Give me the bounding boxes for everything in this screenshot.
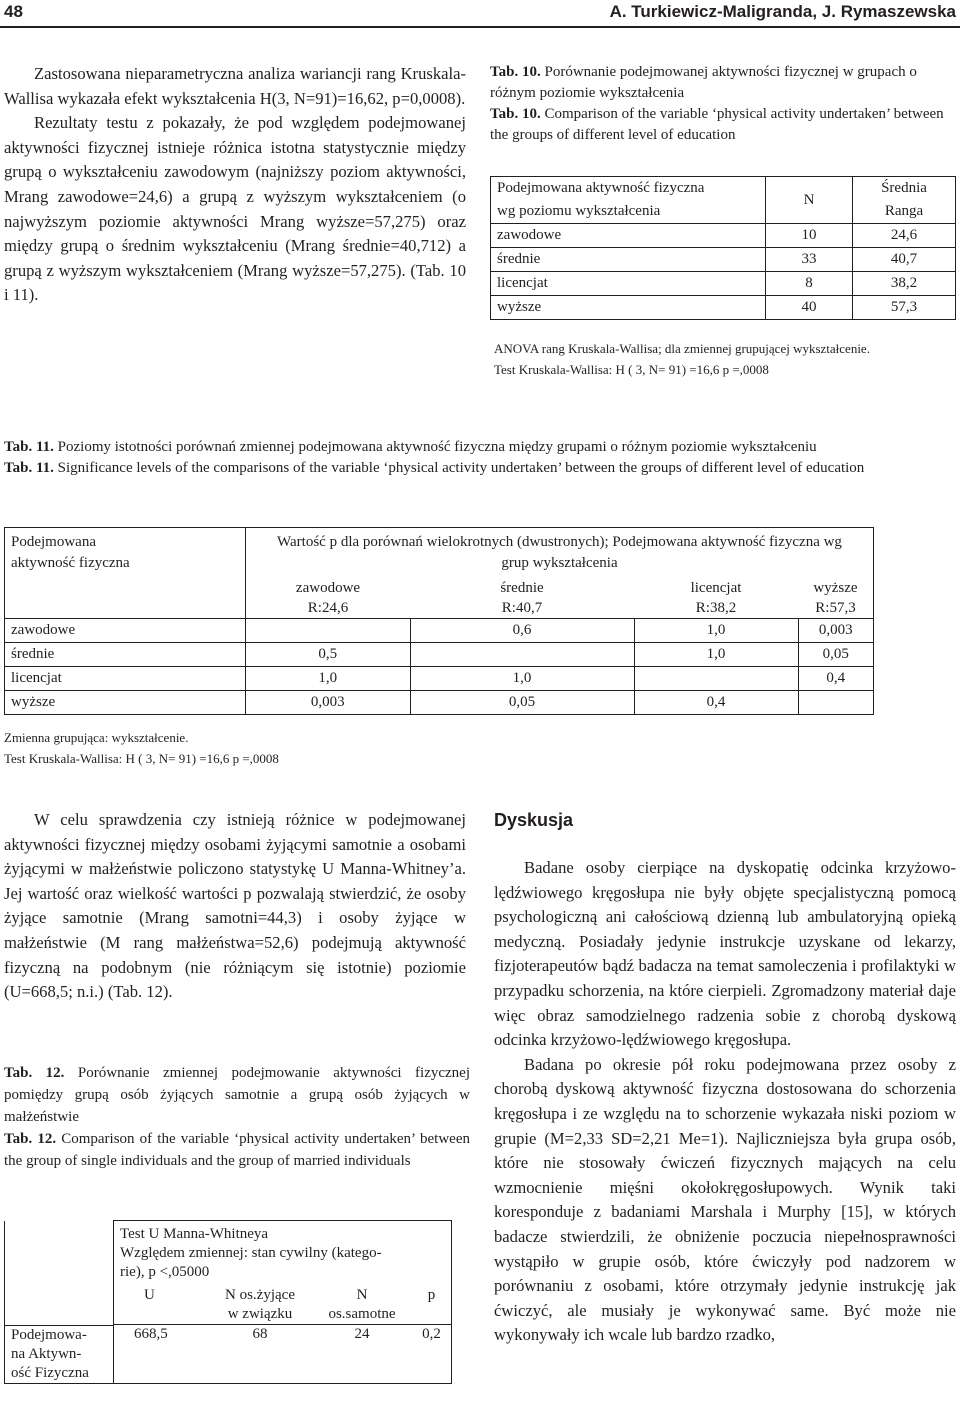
cell: 40 [766,296,853,320]
section-heading: Dyskusja [494,810,574,830]
cell [410,643,634,667]
cell: 8 [766,272,853,296]
col-header-line: os.samotne [328,1306,396,1322]
row-label: zawodowe [491,224,766,248]
cell: 0,003 [798,619,874,643]
page-header [0,0,960,28]
col-header: p [412,1282,452,1325]
table-note: Zmienna grupująca: wykształcenie. [4,730,189,745]
caption-title-en: Comparison of the variable ‘physical activity undertaken’ between the groups of different level of education [490,106,944,143]
table-row [5,691,874,715]
table-row [491,248,956,272]
discussion-text [494,856,956,1348]
row-label-line: ość Fizyczna [11,1364,89,1381]
tab12-caption [4,1062,470,1172]
table-note: Test Kruskala-Wallisa: H ( 3, N= 91) =16,6 p =,0008 [4,751,279,766]
table-row [5,1325,452,1383]
table-row [491,272,956,296]
cell: 1,0 [246,667,411,691]
caption-label: Tab. 11. [4,460,54,476]
col-header-line: N [356,1287,368,1303]
col-name: wyższe [813,580,858,596]
cell: 38,2 [853,272,956,296]
running-authors: A. Turkiewicz-Maligranda, J. Rymaszewska [609,2,956,21]
caption-label: Tab. 11. [4,439,54,455]
caption-title-en: Comparison of the variable ‘physical activity undertaken’ between the group of single individuals and the group of married individuals [4,1131,470,1169]
col-name: licencjat [690,580,742,596]
row-label: wyższe [5,691,246,715]
caption-label: Tab. 10. [490,64,541,80]
cell: 1,0 [634,619,798,643]
corner-cell [5,528,246,619]
tab11-table [4,527,874,715]
table-row [5,619,874,643]
corner-line: aktywność fizyczna [11,555,130,571]
caption-title-pl: Poziomy istotności porównań zmiennej podejmowana aktywność fizyczna między grupami o różnym poziomie wykształceniu [57,439,817,455]
page-number: 48 [4,2,23,21]
cell: 24,6 [853,224,956,248]
paragraph: Rezultaty testu z pokazały, że pod względem podejmowanej aktywności fizycznej istnieje różnica istotna statystycznie między grupą o wykształceniu zawodowym (najniższy poziom aktywności, Mrang zawodowe=24,6) a grupą z wyższym wykształceniem (o najwyższym poziomie aktywności Mrang wyższe=57,275) oraz między grupą o średnim wykształceniu (Mrang średnie=40,712) a grupą z wyższym wykształceniem (Mrang wyższe=57,275). (Tab. 10 i 11). [4,113,466,305]
paragraph: Badana po okresie pół roku podejmowana przez osoby z chorobą dyskową aktywność fizyczna dostosowana do schorzenia kręgosłupa i ze względu na to schorzenie wykazała niski poziom w grupie (M=2,33 SD=2,21 Me=1). Najliczniejsza była grupa osób, które nie stosowały ćwiczeń fizycznych mających na celu wzmocnienie mięśni okołokręgosłupowych. Wynik taki koresponduje z badaniami Marshala i Murphy [15], w których badacze stwierdzili, że obniżenie poczucia niepełnosprawności wystąpiło w grupie osób, które ćwiczyły pod nadzorem w porównaniu z osobami, które otrzymały jedynie instrukcję jak ćwiczyć, ale musiały je wykonywać same. Być może nie wykonywały ich wcale lub bardzo rzadko, [494,1054,956,1345]
test-line: Względem zmiennej: stan cywilny (katego- [120,1245,382,1261]
tab11-caption [4,437,956,479]
row-label: średnie [5,643,246,667]
cell: 0,2 [412,1325,452,1383]
cell: 0,003 [246,691,411,715]
table-note: ANOVA rang Kruskala-Wallisa; dla zmiennej grupującej wykształcenie. [494,341,870,356]
col-header [208,1282,312,1325]
cell [798,691,874,715]
test-header [114,1221,452,1283]
col-header [410,574,634,619]
cell: 68 [208,1325,312,1383]
test-line: rie), p <,05000 [120,1264,210,1280]
row-label: licencjat [5,667,246,691]
row-label-line: Podejmowa- [11,1326,87,1343]
table-row [491,224,956,248]
col-name: zawodowe [295,580,361,596]
row-label: wyższe [491,296,766,320]
cell: 0,05 [410,691,634,715]
span-line: grup wykształcenia [501,555,618,571]
cell: 57,3 [853,296,956,320]
empty-cell [5,1221,114,1326]
tab10-table [490,176,956,320]
table-row [5,667,874,691]
row-label: zawodowe [5,619,246,643]
tab11-notes [4,727,604,769]
tab12-table [4,1220,452,1384]
cell: 0,4 [798,667,874,691]
col-header-line: N os.żyjące [225,1287,295,1303]
tab10-caption [490,62,956,146]
span-line: Wartość p dla porównań wielokrotnych (dwustronych); Podejmowana aktywność fizyczna wg [277,534,842,550]
header-cell: Podejmowana aktywność fizyczna [491,177,766,201]
col-header [246,574,411,619]
paragraph: Badane osoby cierpiące na dyskopatię odcinka krzyżowo-lędźwiowego kręgosłupa nie były objęte specjalistyczną pomocą psychologiczną ani całościową dzienną lub ambulatoryjną opieką medyczną. Posiadały jedynie instrukcje uzyskane od lekarzy, fizjoterapeutów bądź badacza na temat samoleczenia i profilaktyki w przypadku schorzenia, na które cierpieli. Zgromadzony materiał daje więc obraz samodzielnego radzenia sobie z chorobą dyskową odcinka krzyżowo-lędźwiowego kręgosłupa. [494,858,956,1050]
cell: 0,4 [634,691,798,715]
left-column-top-text [4,62,466,308]
col-header [634,574,798,619]
col-rank: R:40,7 [501,600,543,616]
left-column-bottom-text [4,808,466,1005]
tab10-notes [494,338,960,380]
cell: 1,0 [634,643,798,667]
cell: 40,7 [853,248,956,272]
row-label [5,1325,114,1383]
span-header [246,528,874,575]
corner-line: Podejmowana [11,534,96,550]
cell: 10 [766,224,853,248]
table-note: Test Kruskala-Wallisa: H ( 3, N= 91) =16,6 p =,0008 [494,362,769,377]
header-cell: Średnia [853,177,956,201]
cell: 0,5 [246,643,411,667]
col-header [312,1282,412,1325]
col-header [798,574,874,619]
col-rank: R:38,2 [695,600,737,616]
cell [634,667,798,691]
cell: 33 [766,248,853,272]
cell: 1,0 [410,667,634,691]
col-rank: R:57,3 [815,600,856,616]
header-cell: wg poziomu wykształcenia [491,200,766,224]
col-header-line: w związku [227,1306,293,1322]
cell: 0,6 [410,619,634,643]
col-header: U [114,1282,209,1325]
header-cell: Ranga [853,200,956,224]
row-label: średnie [491,248,766,272]
table-row [5,643,874,667]
paragraph: Zastosowana nieparametryczna analiza wariancji rang Kruskala-Wallisa wykazała efekt wykształcenia H(3, N=91)=16,62, p=0,0008). [4,64,466,108]
caption-label: Tab. 10. [490,106,541,122]
cell: 0,05 [798,643,874,667]
cell: 668,5 [114,1325,209,1383]
row-label: licencjat [491,272,766,296]
caption-title-pl: Porównanie podejmowanej aktywności fizycznej w grupach o różnym poziomie wykształcenia [490,64,917,101]
header-cell: N [766,177,853,224]
cell [246,619,411,643]
paragraph: W celu sprawdzenia czy istnieją różnice w podejmowanej aktywności fizycznej między osobami żyjącymi samotnie a osobami żyjącymi w małżeństwie policzono statystykę U Manna-Whitney’a. Jej wartość oraz wielkość wartości p pozwalają stwierdzić, że osoby żyjące samotnie (Mrang samotni=44,3) i osoby żyjące w małżeństwie (M rang małżeństwa=52,6) podejmują aktywność fizyczną na podobnym (nie różniącym się istotnie) poziomie (U=668,5; n.i.) (Tab. 12). [4,810,466,1002]
caption-label: Tab. 12. [4,1131,57,1147]
table-row [491,296,956,320]
discussion-section [494,810,956,831]
caption-title-pl: Porównanie zmiennej podejmowanie aktywności fizycznej pomiędzy grupą osób żyjących samotnie a grupą osób żyjących w małżeństwie [4,1065,470,1125]
col-name: średnie [500,580,544,596]
row-label-line: na Aktywn- [11,1345,82,1362]
test-line: Test U Manna-Whitneya [120,1226,269,1242]
caption-label: Tab. 12. [4,1065,65,1081]
col-rank: R:24,6 [307,600,349,616]
caption-title-en: Significance levels of the comparisons of the variable ‘physical activity undertaken’ between the groups of different level of education [57,460,865,476]
cell: 24 [312,1325,412,1383]
